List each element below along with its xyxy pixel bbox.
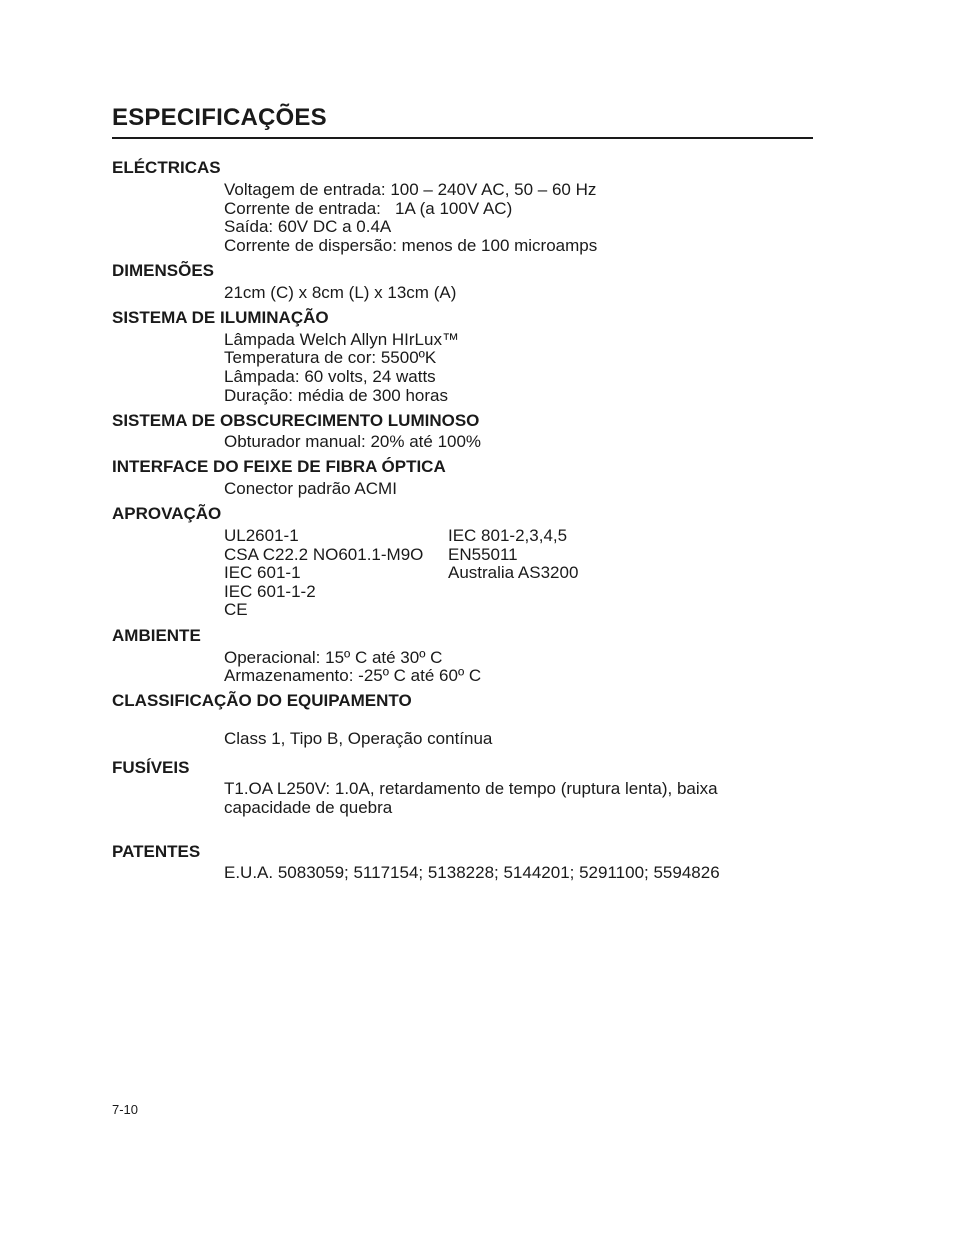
spec-line: Voltagem de entrada: 100 – 240V AC, 50 – 60 Hz <box>224 180 597 199</box>
spec-line: E.U.A. 5083059; 5117154; 5138228; 5144201; 5291100; 5594826 <box>224 863 720 882</box>
section-heading-dimensions: DIMENSÕES <box>112 261 215 280</box>
section-heading-patents: PATENTES <box>112 842 201 861</box>
spec-line: Lâmpada: 60 volts, 24 watts <box>224 367 436 386</box>
approval-item: IEC 601-1 <box>224 563 301 582</box>
spec-line: Armazenamento: -25º C até 60º C <box>224 666 482 685</box>
approval-item: EN55011 <box>448 545 518 564</box>
spec-line: 21cm (C) x 8cm (L) x 13cm (A) <box>224 283 457 302</box>
approval-item: Australia AS3200 <box>448 563 579 582</box>
spec-line: Operacional: 15º C até 30º C <box>224 648 443 667</box>
approval-item: CE <box>224 600 248 619</box>
section-heading-classification: CLASSIFICAÇÃO DO EQUIPAMENTO <box>112 691 412 710</box>
spec-line: Conector padrão ACMI <box>224 479 397 498</box>
page-title: ESPECIFICAÇÕES <box>112 104 327 131</box>
spec-line: Lâmpada Welch Allyn HIrLux™ <box>224 330 459 349</box>
spec-line: capacidade de quebra <box>224 798 393 817</box>
section-heading-electrical: ELÉCTRICAS <box>112 158 221 177</box>
spec-line: Corrente de entrada: 1A (a 100V AC) <box>224 199 513 218</box>
section-heading-fuses: FUSÍVEIS <box>112 758 190 777</box>
approval-item: IEC 601-1-2 <box>224 582 316 601</box>
section-heading-fiber: INTERFACE DO FEIXE DE FIBRA ÓPTICA <box>112 457 446 476</box>
spec-line: Class 1, Tipo B, Operação contínua <box>224 729 493 748</box>
section-heading-environment: AMBIENTE <box>112 626 201 645</box>
section-heading-lighting: SISTEMA DE ILUMINAÇÃO <box>112 308 329 327</box>
section-heading-dimming: SISTEMA DE OBSCURECIMENTO LUMINOSO <box>112 411 480 430</box>
spec-line: Temperatura de cor: 5500ºK <box>224 348 437 367</box>
spec-line: Saída: 60V DC a 0.4A <box>224 217 392 236</box>
section-heading-approval: APROVAÇÃO <box>112 504 222 523</box>
approval-item: CSA C22.2 NO601.1-M9O <box>224 545 424 564</box>
spec-line: T1.OA L250V: 1.0A, retardamento de tempo (ruptura lenta), baixa <box>224 779 718 798</box>
spec-line: Duração: média de 300 horas <box>224 386 448 405</box>
approval-item: IEC 801-2,3,4,5 <box>448 526 568 545</box>
spec-line: Obturador manual: 20% até 100% <box>224 432 482 451</box>
page-number: 7-10 <box>112 1102 139 1117</box>
title-divider <box>112 137 813 139</box>
spec-line: Corrente de dispersão: menos de 100 microamps <box>224 236 598 255</box>
approval-item: UL2601-1 <box>224 526 299 545</box>
